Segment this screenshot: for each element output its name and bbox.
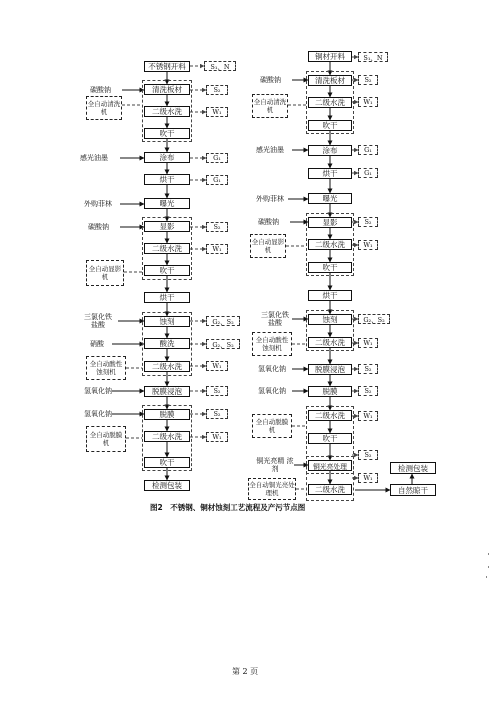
left-equipment-developing-machine: 全自动显影机 — [86, 260, 124, 286]
left-step-rinse-4: 二级水洗 — [144, 431, 190, 442]
right-emission-rinse-3: W₁ — [358, 338, 378, 348]
left-input-sodium-carbonate-1: 碳酸钠 — [90, 86, 111, 94]
left-step-inspect-pack: 检测包装 — [144, 480, 190, 491]
right-input-photoresist-ink: 感光油墨 — [256, 146, 284, 154]
left-input-sodium-hydroxide-2: 氢氧化钠 — [84, 410, 112, 418]
right-emission-rinse-4: W₁ — [358, 411, 378, 421]
right-emission-etching: G₂、S₂ — [358, 314, 390, 324]
scan-speck — [486, 576, 487, 578]
right-input-film: 外购菲林 — [256, 195, 284, 203]
left-step-clean-sheet: 清洗板材 — [144, 84, 190, 95]
left-step-pickling: 酸洗 — [144, 338, 190, 349]
right-step-blow-dry-2: 吹干 — [308, 262, 352, 273]
right-step-etching: 蚀刻 — [308, 314, 352, 325]
right-input-sodium-carbonate-2: 碳酸钠 — [258, 218, 279, 226]
left-emission-stripping: S₂ — [206, 409, 228, 419]
left-step-blow-dry-3: 吹干 — [144, 457, 190, 468]
left-emission-bake: G₁ — [206, 175, 228, 185]
left-step-cutting: 不锈钢开料 — [144, 61, 190, 72]
right-emission-bake: G₁ — [358, 168, 378, 178]
left-equipment-cleaning-machine: 全自动清洗机 — [86, 96, 122, 120]
right-step-blow-dry-3: 吹干 — [308, 433, 352, 444]
right-step-rinse-2: 二级水洗 — [308, 239, 352, 250]
left-step-exposure: 曝光 — [144, 198, 190, 209]
right-input-sodium-carbonate-1: 碳酸钠 — [260, 76, 281, 84]
right-step-bake-2: 烘干 — [308, 290, 352, 301]
left-equipment-etching-machine: 全自动酸性蚀刻机 — [86, 356, 126, 380]
figure-caption: 图2 不锈钢、铜材蚀刻工艺流程及产污节点图 — [150, 503, 306, 512]
right-step-coating: 涂布 — [308, 145, 352, 156]
scan-speck — [488, 566, 489, 568]
right-step-rinse-5: 二级水洗 — [308, 484, 352, 495]
right-step-rinse-3: 二级水洗 — [308, 337, 352, 348]
right-emission-rinse-1: W₁ — [358, 97, 378, 107]
left-input-sodium-hydroxide-1: 氢氧化钠 — [84, 387, 112, 395]
left-step-rinse-3: 二级水洗 — [144, 361, 190, 372]
left-step-bake-1: 烘干 — [144, 174, 190, 185]
left-step-bake-2: 烘干 — [144, 292, 190, 303]
left-input-nitric-acid: 硝酸 — [90, 340, 104, 348]
right-input-ferric-chloride-hcl: 三氯化铁 盐酸 — [261, 311, 289, 327]
right-input-sodium-hydroxide-1: 氢氧化钠 — [258, 365, 286, 373]
right-equipment-cleaning-machine: 全自动清洗机 — [252, 94, 288, 118]
left-equipment-stripping-machine: 全自动脱膜机 — [86, 426, 126, 452]
left-emission-etching: G₂、S₂ — [206, 316, 240, 326]
left-input-film: 外购菲林 — [84, 200, 112, 208]
left-emission-developing: S₂ — [206, 222, 228, 232]
left-step-rinse-1: 二级水洗 — [144, 106, 190, 117]
left-input-ferric-chloride-hcl: 三氯化铁 盐酸 — [84, 313, 112, 329]
left-emission-coating: G₁ — [206, 153, 228, 163]
left-step-blow-dry-2: 吹干 — [144, 265, 190, 276]
left-input-photoresist-ink: 感光油墨 — [80, 154, 108, 162]
right-step-cutting: 铜材开料 — [308, 51, 352, 62]
right-emission-developing: S₂ — [358, 217, 378, 227]
right-emission-rinse-5: W₁ — [358, 473, 378, 483]
left-step-developing: 显影 — [144, 221, 190, 232]
left-step-coating: 涂布 — [144, 152, 190, 163]
right-step-stripping: 脱膜 — [308, 386, 352, 397]
right-step-rinse-4: 二级水洗 — [308, 410, 352, 421]
right-emission-rinse-2: W₁ — [358, 240, 378, 250]
right-step-rinse-1: 二级水洗 — [308, 97, 352, 108]
left-step-rinse-2: 二级水洗 — [144, 243, 190, 254]
right-input-copper-brightener: 铜光亮精 浓剂 — [256, 457, 294, 473]
right-emission-stripping: S₂ — [358, 386, 378, 396]
right-step-developing: 显影 — [308, 217, 352, 228]
right-emission-strip-soak: S₂ — [358, 364, 378, 374]
left-step-stripping: 脱膜 — [144, 409, 190, 420]
right-step-natural-dry: 自然晾干 — [390, 484, 436, 496]
left-emission-rinse-2: W₁ — [206, 244, 228, 254]
right-input-sodium-hydroxide-2: 氢氧化钠 — [258, 387, 286, 395]
right-step-strip-soak: 脱膜浸泡 — [308, 364, 352, 375]
right-step-exposure: 曝光 — [308, 193, 352, 204]
left-emission-rinse-1: W₁ — [206, 107, 228, 117]
left-emission-cutting: S₁、N — [204, 61, 236, 71]
right-emission-brightening: S₂ — [358, 450, 378, 460]
right-step-blow-dry-1: 吹干 — [308, 120, 352, 131]
right-emission-coating: G₁ — [358, 145, 378, 155]
right-step-copper-brightening: 铜光亮处理 — [308, 460, 352, 471]
left-emission-rinse-3: W₁ — [206, 361, 228, 371]
right-step-inspect-pack: 检测包装 — [390, 462, 436, 474]
left-emission-rinse-4: W₁ — [206, 432, 228, 442]
scan-speck — [488, 553, 489, 555]
left-emission-pickling: G₂、S₂ — [206, 339, 240, 349]
right-emission-clean: S₂ — [358, 75, 378, 85]
right-equipment-brightening-machine: 全自动铜光亮处理机 — [248, 478, 296, 500]
right-step-bake-1: 烘干 — [308, 168, 352, 179]
right-equipment-developing-machine: 全自动显影机 — [250, 234, 286, 258]
left-step-etching: 蚀刻 — [144, 316, 190, 327]
left-input-sodium-carbonate-2: 碳酸钠 — [88, 223, 109, 231]
left-step-strip-soak: 脱膜浸泡 — [144, 386, 190, 397]
page-number: 第 2 页 — [232, 667, 259, 676]
right-step-clean-sheet: 清洗板材 — [308, 75, 352, 86]
right-emission-cutting: S₁、N — [358, 52, 388, 62]
left-emission-strip-soak: S₂ — [206, 386, 228, 396]
right-equipment-stripping-machine: 全自动脱膜机 — [252, 414, 292, 438]
left-emission-clean: S₂ — [206, 85, 228, 95]
right-equipment-etching-machine: 全自动酸性蚀刻机 — [252, 332, 292, 356]
left-step-blow-dry-1: 吹干 — [144, 128, 190, 139]
